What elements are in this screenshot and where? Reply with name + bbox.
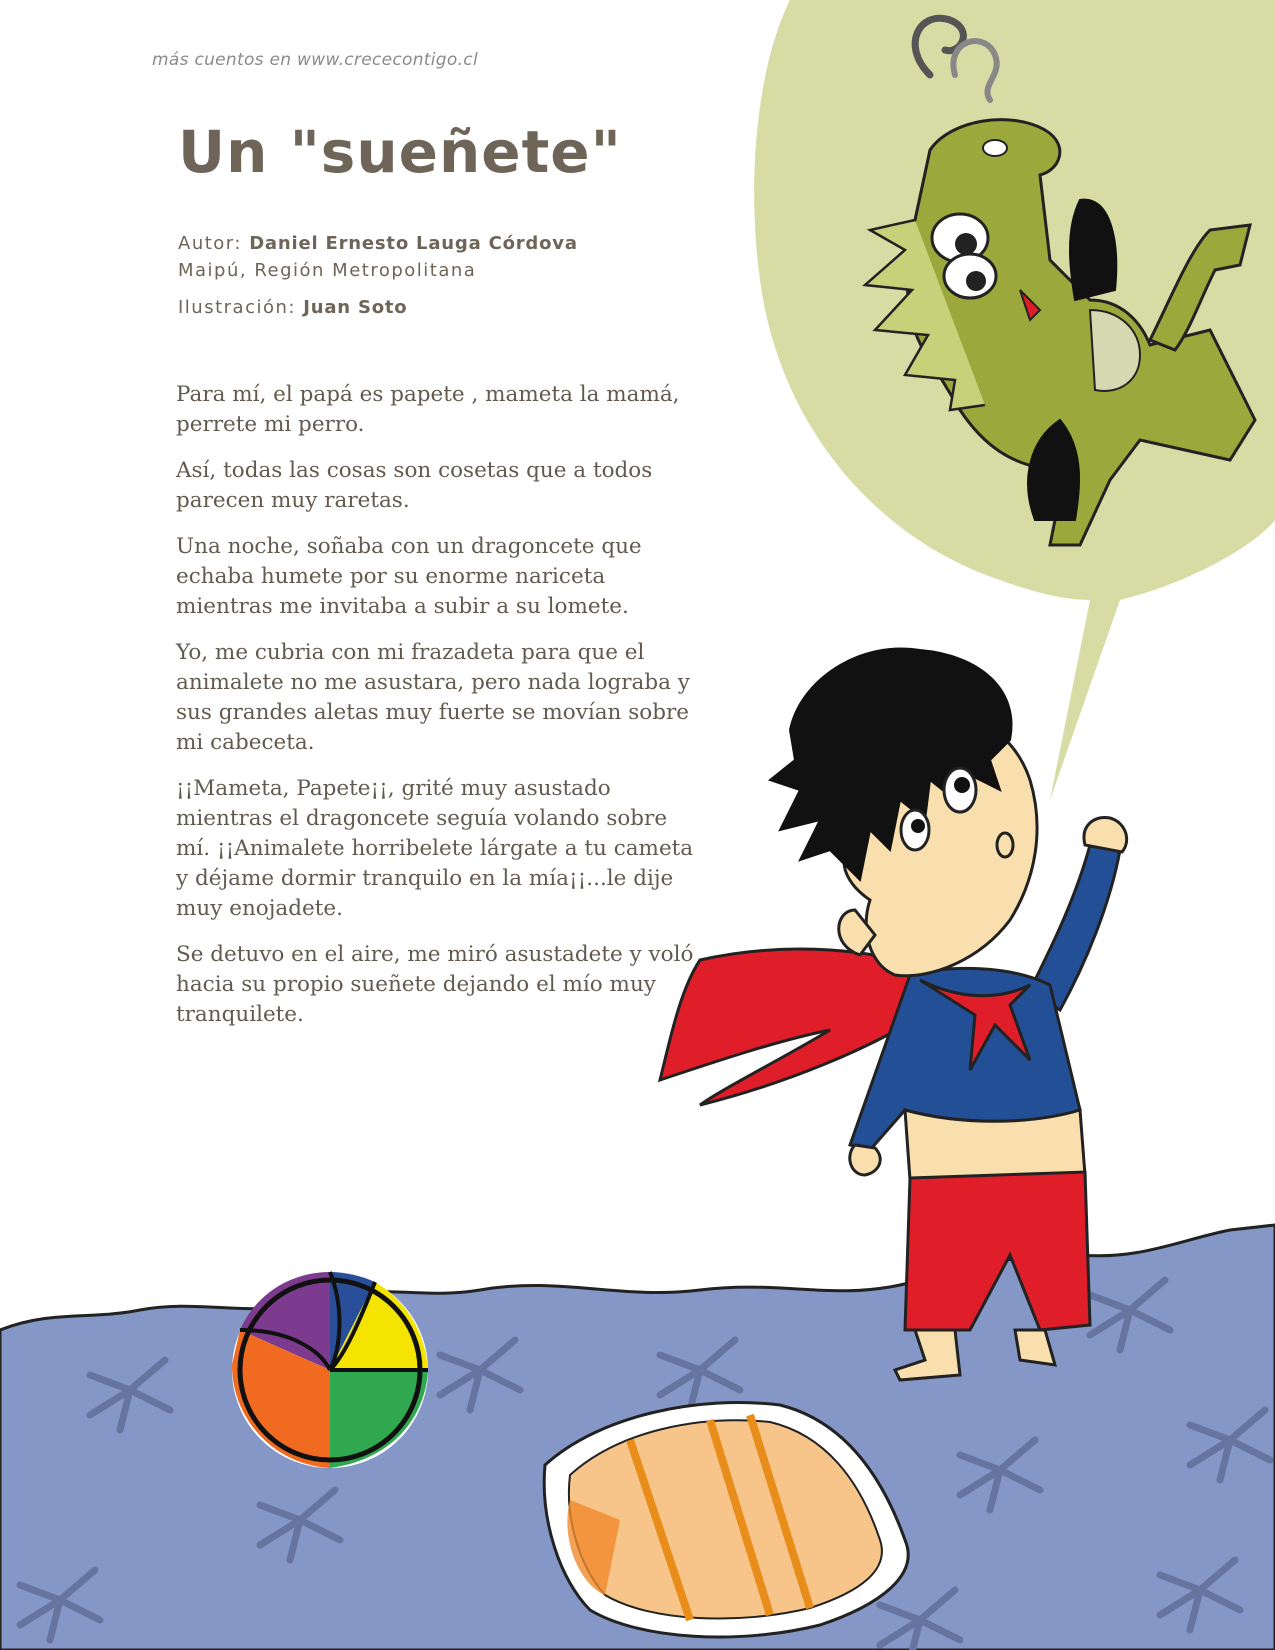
story-paragraph: Así, todas las cosas son cosetas que a todos parecen muy raretas. [176,458,653,513]
beach-ball [232,1272,428,1468]
credits [178,230,578,321]
story-paragraph: Una noche, soñaba con un dragoncete que echaba humete por su enorme nariceta mientras me invitaba a subir a su lomete. [176,534,642,619]
story-paragraph: ¡¡Mameta, Papete¡¡, grité muy asustado mientras el dragoncete seguía volando sobre mí. ¡¡Animalete horribelete lárgate a tu cameta y déjame dormir tranquilo en la mía¡¡...le dije muy enojadete. [176,776,694,921]
illustrator-name: Juan Soto [303,297,408,318]
illustration-label: Ilustración: [178,297,296,318]
story-text [176,380,696,1046]
illustration-line [178,294,578,321]
boy-figure [660,648,1127,1380]
author-name: Daniel Ernesto Lauga Córdova [249,233,578,254]
header-url: más cuentos en www.crececontigo.cl [152,50,478,70]
story-paragraph: Para mí, el papá es papete , mameta la mamá, perrete mi perro. [176,382,680,437]
story-title: Un "sueñete" [178,118,622,186]
story-paragraph: Se detuvo en el aire, me miró asustadete y voló hacia su propio sueñete dejando el mío muy tranquilete. [176,942,694,1027]
story-paragraph: Yo, me cubria con mi frazadeta para que el animalete no me asustara, pero nada lograba y sus grandes aletas muy fuerte se movían sobre mi cabeceta. [176,640,690,755]
location-line: Maipú, Región Metropolitana [178,260,477,281]
author-label: Autor: [178,233,242,254]
author-line [178,230,578,257]
